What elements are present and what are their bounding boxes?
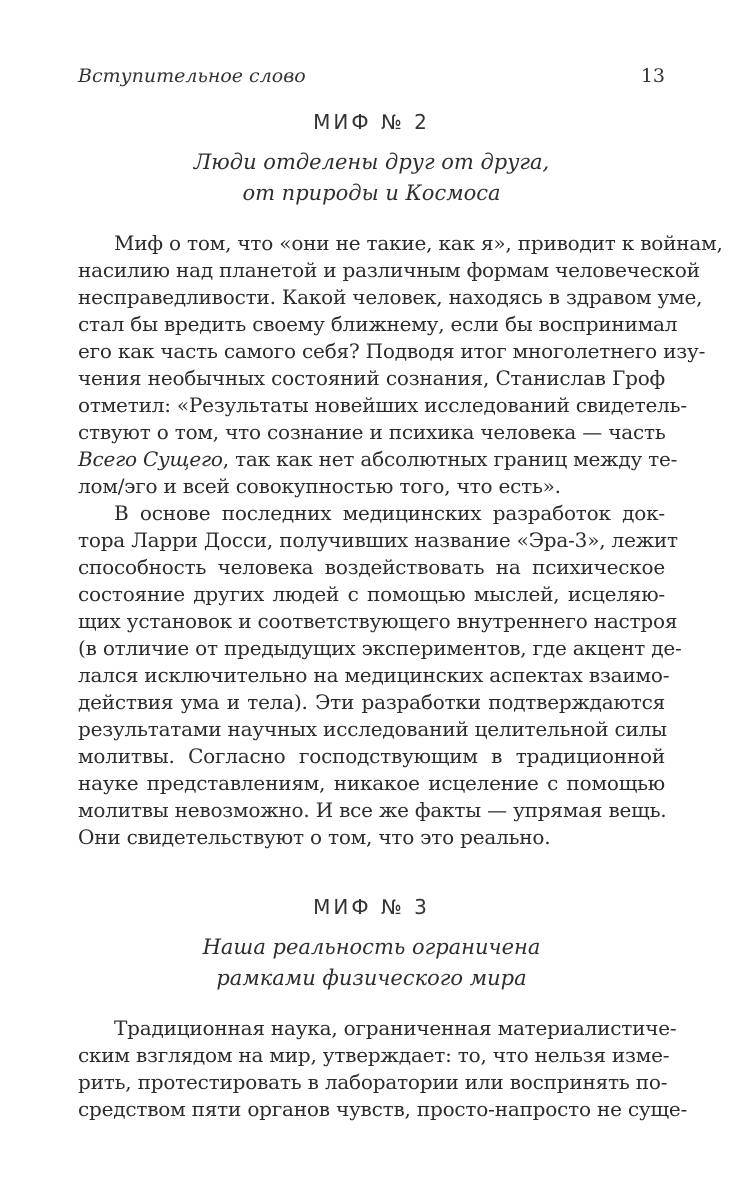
text-line: Они свидетельствуют о том, что это реально. bbox=[78, 825, 551, 849]
text-line: ским взглядом на мир, утверждает: то, что нельзя изме- bbox=[78, 1043, 670, 1067]
paragraph bbox=[78, 230, 723, 500]
text-line: науке представлениям, никакое исцеление с помощью bbox=[78, 771, 665, 795]
paragraph bbox=[78, 1015, 688, 1123]
text-line: действия ума и тела). Эти разработки подтверждаются bbox=[78, 690, 665, 714]
running-head bbox=[78, 64, 665, 88]
text-line: его как часть самого себя? Подводя итог многолетнего изу- bbox=[78, 339, 706, 363]
text-line: состояние других людей с помощью мыслей, исцеляю- bbox=[78, 582, 665, 606]
page-body bbox=[78, 110, 723, 1123]
text-line: стал бы вредить своему ближнему, если бы воспринимал bbox=[78, 312, 678, 336]
text-line: Всего Сущего, так как нет абсолютных границ между те- bbox=[78, 447, 678, 471]
text-line: средством пяти органов чувств, просто-напросто не суще- bbox=[78, 1097, 688, 1121]
text-line: В основе последних медицинских разработок док- bbox=[114, 501, 665, 525]
text-line: лался исключительно на медицинских аспектах взаимо- bbox=[78, 663, 670, 687]
subtitle-line: рамками физического мира bbox=[216, 966, 527, 990]
subtitle-line: Наша реальность ограничена bbox=[202, 935, 541, 959]
text-line: щих установок и соответствующего внутреннего настроя bbox=[78, 609, 678, 633]
text-line: чения необычных состояний сознания, Станислав Гроф bbox=[78, 366, 665, 390]
page-number: 13 bbox=[640, 65, 665, 87]
text-line: результатами научных исследований целительной силы bbox=[78, 717, 667, 741]
section-text bbox=[78, 230, 723, 851]
text-line: несправедливости. Какой человек, находясь в здравом уме, bbox=[78, 285, 703, 309]
text-line: лом/эго и всей совокупностью того, что есть». bbox=[78, 474, 561, 498]
text-line: (в отличие от предыдущих экспериментов, где акцент де- bbox=[78, 636, 682, 660]
text-line: способность человека воздействовать на психическое bbox=[78, 555, 665, 579]
section-heading: МИФ № 3 bbox=[313, 895, 430, 919]
running-title: Вступительное слово bbox=[78, 65, 306, 87]
section-text bbox=[78, 1015, 688, 1123]
section-heading: МИФ № 2 bbox=[313, 110, 430, 134]
text-line: насилию над планетой и различным формам человеческой bbox=[78, 258, 700, 282]
section-subtitle bbox=[78, 932, 665, 994]
subtitle-line: от природы и Космоса bbox=[242, 181, 501, 205]
text-line: отметил: «Результаты новейших исследований свидетель- bbox=[78, 393, 687, 417]
text-line: молитвы. Согласно господствующим в традиционной bbox=[78, 744, 665, 768]
text-line: ствуют о том, что сознание и психика человека — часть bbox=[78, 420, 666, 444]
section-subtitle bbox=[78, 147, 665, 209]
text-line: тора Ларри Досси, получивших название «Эра-3», лежит bbox=[78, 528, 678, 552]
subtitle-line: Люди отделены друг от друга, bbox=[193, 150, 550, 174]
text-line: Традиционная наука, ограниченная материалистиче- bbox=[114, 1016, 677, 1040]
text-line: молитвы невозможно. И все же факты — упрямая вещь. bbox=[78, 798, 667, 822]
paragraph bbox=[78, 500, 682, 851]
text-line: Миф о том, что «они не такие, как я», приводит к войнам, bbox=[114, 231, 723, 255]
text-line: рить, протестировать в лаборатории или воспринять по- bbox=[78, 1070, 668, 1094]
